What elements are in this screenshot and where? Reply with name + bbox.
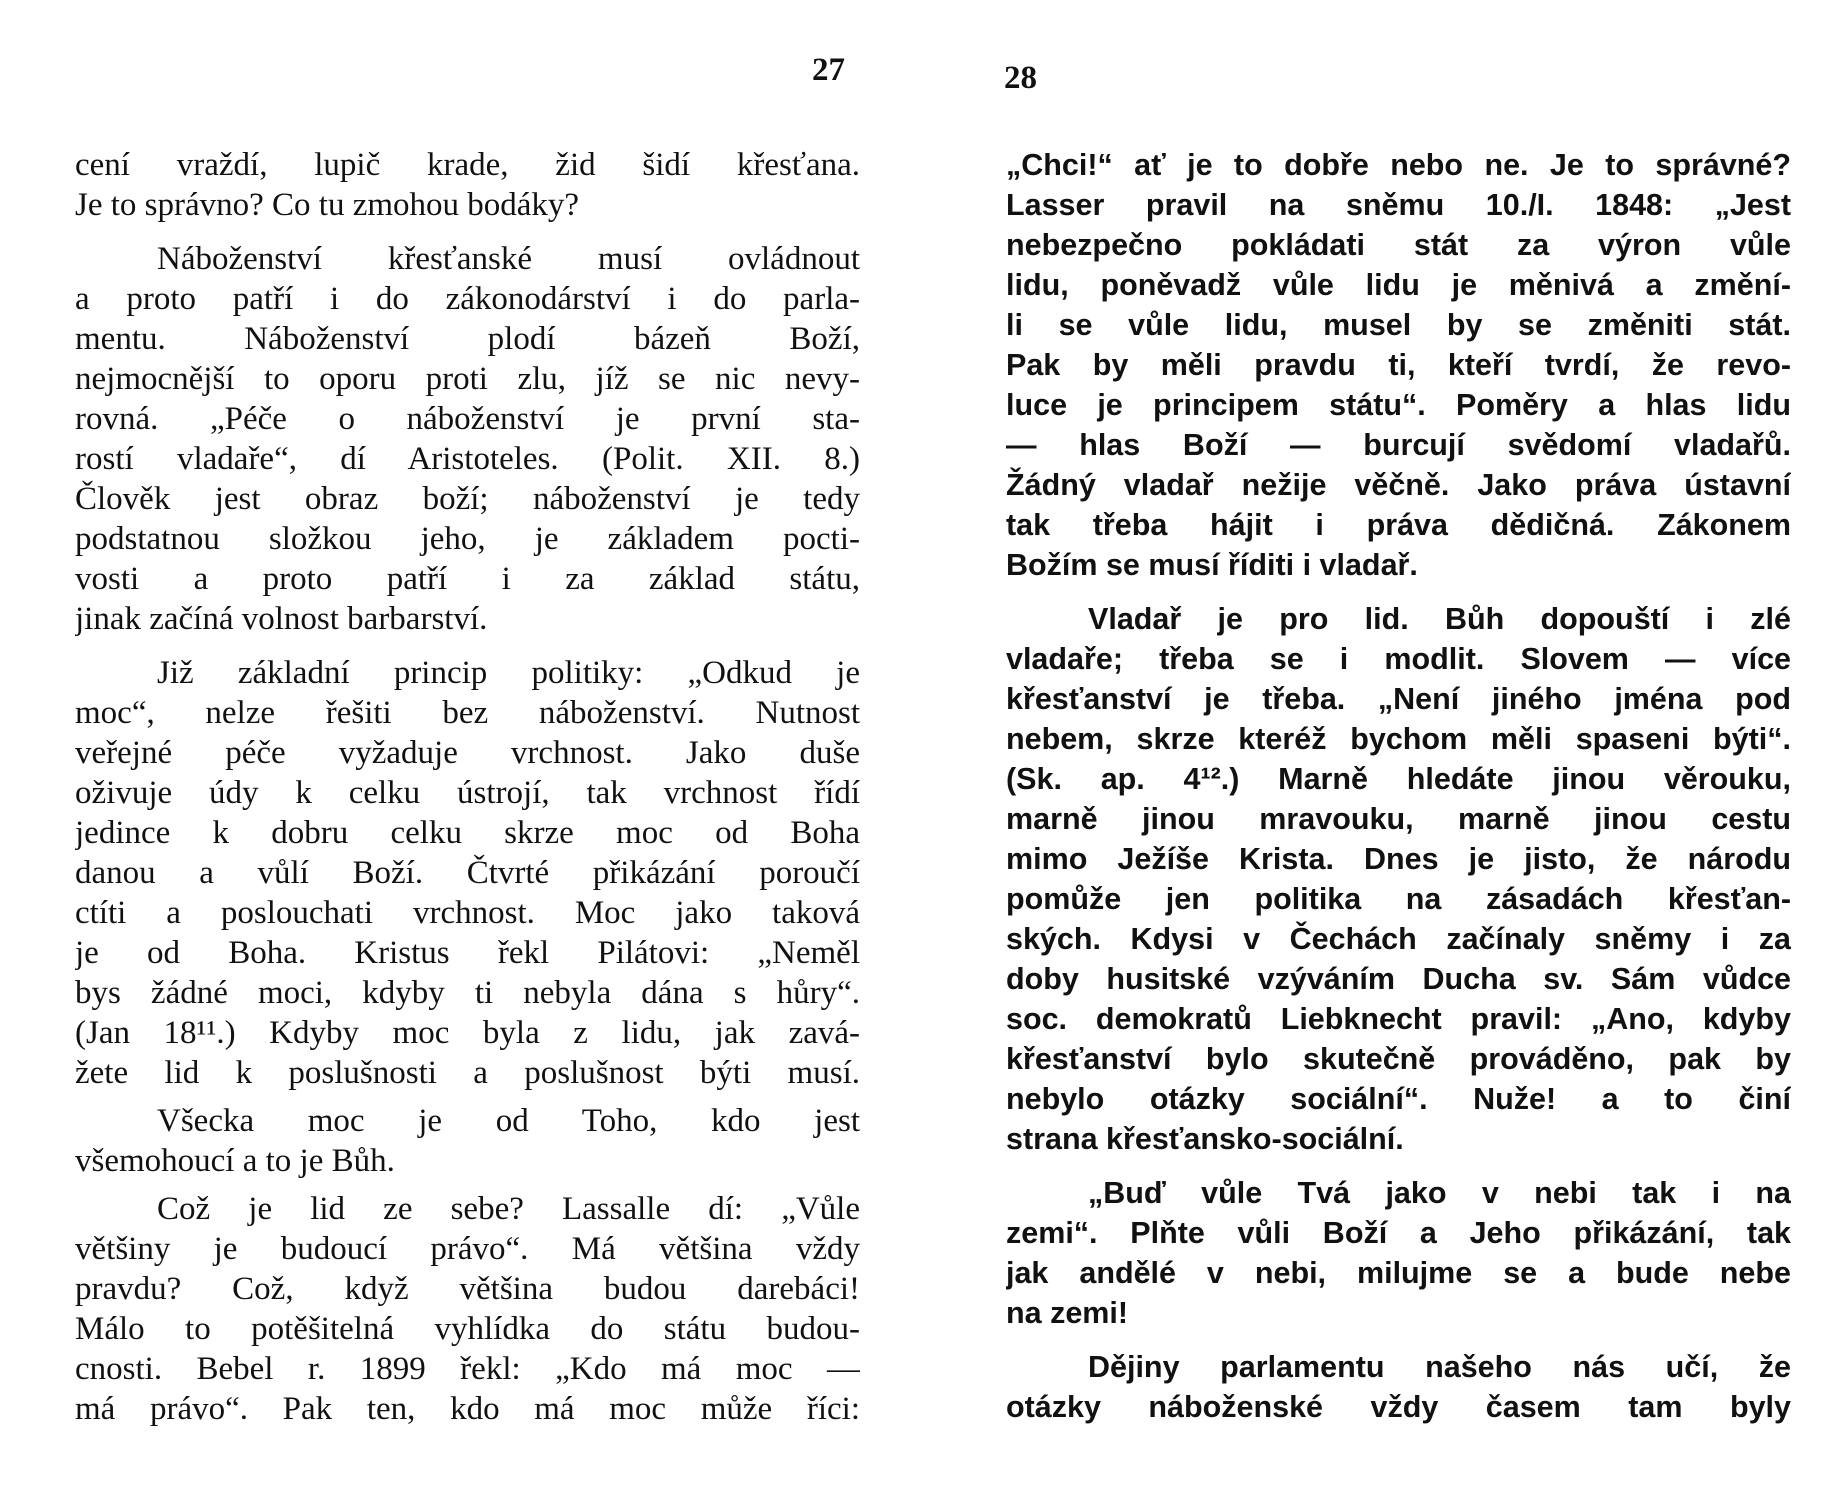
text-line: Je to správno? Co tu zmohou bodáky?: [75, 187, 580, 223]
text-line: — hlas Boží — burcují svědomí vladařů.: [1006, 428, 1791, 462]
text-line: bys žádné moci, kdyby ti nebyla dána s hůry“.: [75, 975, 860, 1011]
left-text-column: [75, 145, 860, 1429]
text-line: ctíti a poslouchati vrchnost. Moc jako taková: [75, 895, 860, 931]
text-line: vosti a proto patří i za základ státu,: [75, 561, 860, 597]
text-line: pomůže jen politika na zásadách křesťan-: [1006, 882, 1791, 916]
text-line: a proto patří i do zákonodárství i do parla-: [75, 281, 860, 317]
text-line: křesťanství je třeba. „Není jiného jména pod: [1006, 682, 1791, 716]
text-line: rovná. „Péče o náboženství je první sta-: [75, 401, 860, 437]
text-line: moc“, nelze řešiti bez náboženství. Nutnost: [75, 695, 860, 731]
text-line: li se vůle lidu, musel by se změniti stát.: [1006, 308, 1791, 342]
text-line: pravdu? Což, když většina budou darebáci!: [75, 1271, 860, 1307]
text-line: soc. demokratů Liebknecht pravil: „Ano, kdyby: [1006, 1002, 1791, 1036]
text-line: jinak začíná volnost barbarství.: [75, 601, 488, 637]
text-line: podstatnou složkou jeho, je základem pocti-: [75, 521, 860, 557]
text-line: „Chci!“ ať je to dobře nebo ne. Je to správné?: [1006, 148, 1791, 182]
text-line: lidu, poněvadž vůle lidu je měnivá a změní-: [1006, 268, 1791, 302]
text-line: marně jinou mravouku, marně jinou cestu: [1006, 802, 1791, 836]
right-page: [922, 0, 1844, 1500]
text-line: veřejné péče vyžaduje vrchnost. Jako duše: [75, 735, 860, 771]
text-line: má právo“. Pak ten, kdo má moc může říci:: [75, 1391, 860, 1427]
text-line: zemi“. Plňte vůli Boží a Jeho přikázání, tak: [1006, 1216, 1791, 1250]
text-line: otázky náboženské vždy časem tam byly: [1006, 1390, 1791, 1424]
text-line: nebem, skrze kteréž bychom měli spaseni býti“.: [1006, 722, 1791, 756]
text-line: „Buď vůle Tvá jako v nebi tak i na: [1088, 1176, 1791, 1210]
text-line: Vladař je pro lid. Bůh dopouští i zlé: [1088, 602, 1791, 636]
text-line: ských. Kdysi v Čechách začínaly sněmy i za: [1006, 922, 1791, 956]
text-line: oživuje údy k celku ústrojí, tak vrchnost řídí: [75, 775, 860, 811]
text-line: Člověk jest obraz boží; náboženství je tedy: [75, 481, 860, 517]
text-line: mentu. Náboženství plodí bázeň Boží,: [75, 321, 860, 357]
text-line: danou a vůlí Boží. Čtvrté přikázání poroučí: [75, 855, 860, 891]
text-line: Málo to potěšitelná vyhlídka do státu budou-: [75, 1311, 860, 1347]
text-line: luce je principem státu“. Poměry a hlas lidu: [1006, 388, 1791, 422]
text-line: Žádný vladař nežije věčně. Jako práva ústavní: [1006, 468, 1791, 502]
text-line: tak třeba hájit i práva dědičná. Zákonem: [1006, 508, 1791, 542]
text-line: rostí vladaře“, dí Aristoteles. (Polit. XII. 8.): [75, 441, 860, 477]
text-line: většiny je budoucí právo“. Má většina vždy: [75, 1231, 860, 1267]
text-line: vladaře; třeba se i modlit. Slovem — více: [1006, 642, 1791, 676]
text-line: jak andělé v nebi, milujme se a bude nebe: [1006, 1256, 1791, 1290]
text-line: nejmocnější to oporu proti zlu, jíž se nic nevy-: [75, 361, 860, 397]
text-line: (Sk. ap. 4¹².) Marně hledáte jinou věrouku,: [1006, 762, 1791, 796]
text-line: cení vraždí, lupič krade, žid šidí křesťana.: [75, 147, 860, 183]
right-text-column: [1006, 145, 1791, 1427]
page-number: 27: [812, 52, 845, 88]
text-line: Všecka moc je od Toho, kdo jest: [157, 1103, 860, 1139]
text-line: (Jan 18¹¹.) Kdyby moc byla z lidu, jak zavá-: [75, 1015, 860, 1051]
text-line: mimo Ježíše Krista. Dnes je jisto, že národu: [1006, 842, 1791, 876]
text-line: na zemi!: [1006, 1296, 1129, 1330]
text-line: žete lid k poslušnosti a poslušnost býti musí.: [75, 1055, 860, 1091]
text-line: Náboženství křesťanské musí ovládnout: [157, 241, 860, 277]
text-line: Což je lid ze sebe? Lassalle dí: „Vůle: [157, 1191, 860, 1227]
text-line: Pak by měli pravdu ti, kteří tvrdí, že revo-: [1006, 348, 1791, 382]
text-line: Božím se musí říditi i vladař.: [1006, 548, 1418, 582]
text-line: nebezpečno pokládati stát za výron vůle: [1006, 228, 1791, 262]
text-line: Dějiny parlamentu našeho nás učí, že: [1088, 1350, 1791, 1384]
text-line: doby husitské vzýváním Ducha sv. Sám vůdce: [1006, 962, 1791, 996]
page-number: 28: [1004, 60, 1037, 96]
text-line: cnosti. Bebel r. 1899 řekl: „Kdo má moc —: [75, 1351, 860, 1387]
text-line: nebylo otázky sociální“. Nuže! a to činí: [1006, 1082, 1791, 1116]
text-line: je od Boha. Kristus řekl Pilátovi: „Neměl: [75, 935, 860, 971]
text-line: strana křesťansko-sociální.: [1006, 1122, 1404, 1156]
text-line: Lasser pravil na sněmu 10./I. 1848: „Jest: [1006, 188, 1791, 222]
text-line: všemohoucí a to je Bůh.: [75, 1143, 395, 1179]
text-line: křesťanství bylo skutečně prováděno, pak by: [1006, 1042, 1791, 1076]
text-line: Již základní princip politiky: „Odkud je: [157, 655, 860, 691]
text-line: jedince k dobru celku skrze moc od Boha: [75, 815, 860, 851]
